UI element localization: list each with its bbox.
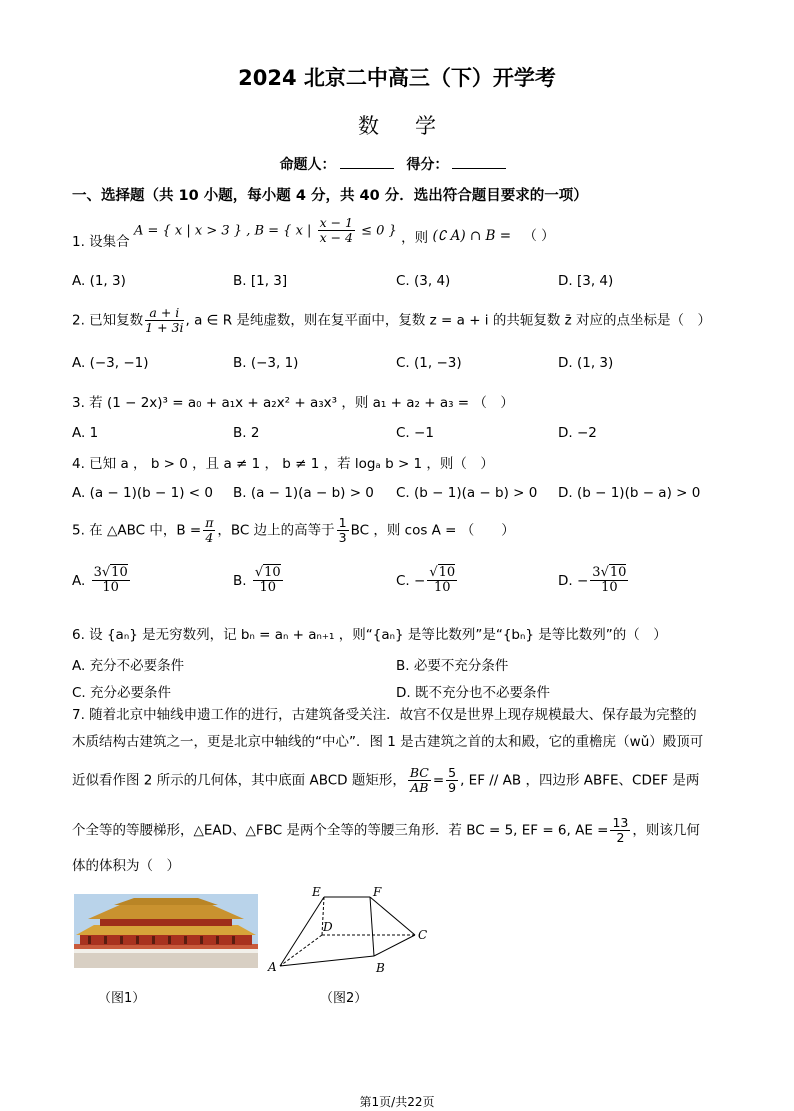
q7-ae-fraction: [610, 816, 630, 845]
q2-frac-num: a + i: [145, 306, 183, 321]
q5-opt-rad: 10: [438, 565, 456, 580]
q4-option-b: B. (a − 1)(a − b) > 0: [233, 485, 374, 501]
q5-option-b: [233, 566, 285, 596]
q1-prefix: 1. 设集合: [72, 234, 130, 251]
q1-set-b-close: ≤ 0 }: [357, 223, 397, 239]
figure-1-caption: （图1）: [98, 991, 146, 1006]
q2-option-d: D. (1, 3): [558, 355, 614, 371]
q2-option-b: B. (−3, 1): [233, 355, 299, 371]
q1-option-b: B. [1, 3]: [233, 273, 288, 289]
q3-option-d: D. −2: [558, 425, 597, 441]
q5-option-a: [72, 566, 132, 596]
q5-opt-fraction: [427, 566, 457, 596]
q3-option-c: C. −1: [396, 425, 434, 441]
question-6: 6. 设 {aₙ} 是无穷数列，记 bₙ = aₙ + aₙ₊₁ ，则“{aₙ} 是等比数列”是“{bₙ} 是等比数列”的（ ）: [72, 627, 667, 643]
q6-option-b: B. 必要不充分条件: [396, 658, 509, 674]
question-2: [72, 306, 711, 335]
q4-option-a: A. (a − 1)(b − 1) < 0: [72, 485, 213, 501]
q1-frac-den: x − 4: [319, 229, 353, 245]
figure-2-solid-diagram: [262, 884, 442, 984]
q1-option-d: D. [3, 4): [558, 273, 614, 289]
q5-opt-num: √10: [429, 565, 456, 580]
edge-ab: [280, 956, 374, 966]
edge-fb: [370, 897, 374, 956]
q1-expression: [432, 228, 511, 244]
edge-ea: [280, 897, 324, 966]
edge-fc: [370, 897, 415, 935]
q5-opt-sign: −: [576, 572, 589, 589]
q7-ratio-vden: 9: [448, 779, 457, 795]
q1-blank: （ ）: [523, 228, 555, 245]
q5-opt-den: 10: [601, 580, 618, 596]
score-blank: [452, 154, 506, 169]
q5-opt-rad: 10: [111, 565, 128, 580]
q7-line-1: 7. 随着北京中轴线申遗工作的进行，古建筑备受关注．故宫不仅是世界上现存规模最大、保存最为完整的: [72, 707, 697, 723]
q5-opt-label: B.: [233, 572, 247, 589]
q5-opt-rad: 10: [609, 565, 627, 580]
question-3: 3. 若 (1 − 2x)³ = a₀ + a₁x + a₂x² + a₃x³ ，则 a₁ + a₂ + a₃ = （ ）: [72, 395, 514, 411]
q7-line-4b: ，则该几何: [632, 822, 700, 839]
q6-option-a: A. 充分不必要条件: [72, 658, 185, 674]
q4-option-d: D. (b − 1)(b − a) > 0: [558, 485, 701, 501]
q5-opt-fraction: [92, 566, 130, 596]
q2-prefix: 2. 已知复数: [72, 312, 144, 329]
author-label: 命题人：: [279, 157, 336, 173]
q7-line-5: 体的体积为（ ）: [72, 858, 180, 874]
q7-line-3b: , EF // AB ，四边形 ABFE、CDEF 是两: [460, 772, 700, 789]
q7-line-4: [72, 816, 700, 845]
q5-opt-sign: −: [414, 572, 426, 589]
q5-opt-den: 10: [259, 580, 277, 596]
q5-h-fraction: [337, 516, 349, 545]
q7-line-3a: 近似看作图 2 所示的几何体，其中底面 ABCD 题矩形，: [72, 772, 406, 789]
q6-option-d: D. 既不充分也不必要条件: [396, 685, 550, 701]
q5-opt-fraction: [590, 566, 628, 596]
q7-ae-den: 2: [616, 829, 625, 845]
score-label: 得分：: [406, 157, 449, 173]
author-blank: [340, 154, 394, 169]
q7-ratio-vnum: 5: [448, 765, 457, 780]
question-4: 4. 已知 a ， b > 0 ，且 a ≠ 1 ， b ≠ 1 ，若 logₐ b > 1 ，则（ ）: [72, 456, 494, 472]
q2-option-c: C. (1, −3): [396, 355, 462, 371]
author-score-line: [0, 154, 794, 174]
q5-h-num: 1: [338, 515, 347, 530]
q5-opt-label: C.: [396, 572, 410, 589]
label-e: E: [312, 885, 321, 899]
q5-opt-num: 3√10: [93, 565, 128, 580]
q5-opt-coef: 3: [592, 565, 601, 580]
q5-opt-num: √10: [254, 565, 281, 580]
q1-expr-text: (∁ A) ∩ B =: [432, 228, 512, 245]
q3-option-a: A. 1: [72, 425, 99, 441]
label-b: B: [376, 961, 385, 975]
q5-b-fraction: [203, 516, 215, 545]
label-a: A: [268, 960, 277, 974]
q5-suffix: BC ，则 cos A = （ ）: [350, 522, 515, 539]
q3-option-b: B. 2: [233, 425, 260, 441]
q1-then: ，则: [401, 230, 429, 247]
q5-h-den: 3: [338, 529, 347, 545]
q1-set-a: A = { x | x > 3 } , B =: [133, 223, 284, 239]
q2-option-a: A. (−3, −1): [72, 355, 149, 371]
subject-title: 数学: [358, 114, 472, 138]
q1-set-b-open: { x |: [283, 223, 316, 239]
q2-fraction: [145, 306, 183, 335]
q2-text: , a ∈ R 是纯虚数，则在复平面中，复数 z = a + i 的共轭复数 z̄ 对应的点坐标是（ ）: [185, 312, 712, 329]
question-5: [72, 516, 515, 545]
q7-line-4a: 个全等的等腰梯形，△EAD、△FBC 是两个全等的等腰三角形．若 BC = 5, EF = 6, AE =: [72, 822, 609, 839]
figure-1-palace-image: [74, 894, 258, 968]
q1-option-a: A. (1, 3): [72, 273, 126, 289]
section-heading: 一、选择题（共 10 小题，每小题 4 分，共 40 分．选出符合题目要求的一项）: [72, 188, 588, 204]
q5-opt-rad: 10: [264, 565, 281, 580]
q5-opt-num: 3√10: [592, 565, 627, 580]
q5-b-den: 4: [205, 529, 214, 545]
q5-opt-den: 10: [433, 580, 451, 596]
q6-option-c: C. 充分必要条件: [72, 685, 172, 701]
label-c: C: [418, 928, 428, 942]
q2-frac-den: 1 + 3i: [145, 319, 184, 335]
q5-opt-label: A.: [72, 572, 86, 589]
q7-line-2: 木质结构古建筑之一，更是北京中轴线的“中心”．图 1 是古建筑之首的太和殿，它的重檐庑（wǔ）殿顶可: [72, 734, 704, 750]
q5-option-d: [558, 566, 630, 596]
q5-mid: ，BC 边上的高等于: [217, 522, 335, 539]
figure-2-caption: （图2）: [320, 991, 368, 1006]
q5-opt-den: 10: [102, 580, 119, 596]
label-d: D: [323, 920, 333, 934]
q5-option-c: [396, 566, 459, 596]
edge-bc: [374, 935, 415, 956]
exam-title: 2024 北京二中高三（下）开学考: [238, 66, 556, 90]
q1-option-c: C. (3, 4): [396, 273, 451, 289]
q5-opt-coef: 3: [93, 565, 102, 580]
question-1: [72, 215, 555, 251]
q5-opt-label: D.: [558, 572, 573, 589]
q7-ratio-fraction: [408, 766, 431, 795]
q7-ratio-num: BC: [409, 765, 429, 780]
q1-fraction: [318, 216, 355, 245]
label-f: F: [373, 885, 382, 899]
q5-b-num: π: [205, 515, 214, 530]
q1-frac-num: x − 1: [319, 215, 353, 230]
q5-opt-fraction: [253, 566, 283, 596]
q7-ratio-eq: =: [432, 772, 445, 789]
q7-ae-num: 13: [612, 815, 629, 830]
q4-option-c: C. (b − 1)(a − b) > 0: [396, 485, 538, 501]
q7-ratio-den: AB: [410, 779, 429, 795]
q7-ratio-value: [446, 766, 458, 795]
q7-line-3: [72, 766, 699, 795]
q5-prefix: 5. 在 △ABC 中，B =: [72, 522, 202, 539]
page-number: 第1页/共22页: [359, 1095, 435, 1109]
